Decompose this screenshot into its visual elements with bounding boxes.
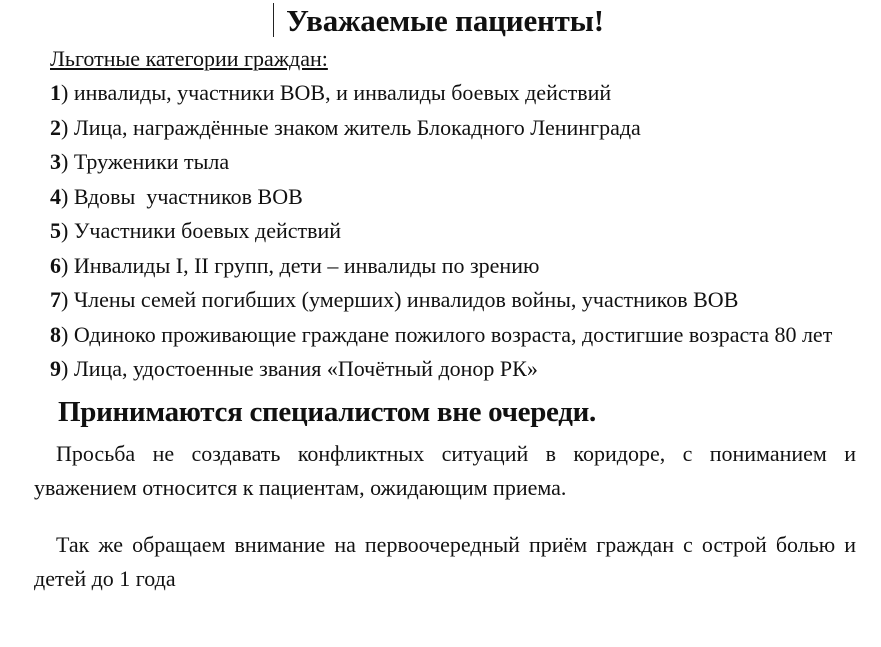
- page-title: Уважаемые пациенты!: [286, 3, 604, 38]
- category-number: 9: [50, 356, 61, 381]
- category-item-4: 4) Вдовы участников ВОВ: [50, 183, 303, 209]
- category-item-8: 8) Одиноко проживающие граждане пожилого возраста, достигшие возраста 80 лет: [50, 321, 833, 347]
- category-item-9: 9) Лица, удостоенные звания «Почётный донор РК»: [50, 356, 538, 381]
- category-text: Вдовы участников ВОВ: [73, 183, 303, 209]
- category-number: 8: [50, 321, 61, 347]
- category-item-7: 7) Члены семей погибших (умерших) инвалидов войны, участников ВОВ: [50, 287, 739, 312]
- category-text: Инвалиды I, II групп, дети – инвалиды по зрению: [73, 252, 540, 278]
- category-item-3: 3) Труженики тыла: [50, 149, 230, 174]
- category-number: 3: [50, 149, 61, 174]
- category-number: 5: [50, 218, 61, 243]
- title-row: [34, 0, 856, 44]
- category-text: Лица, награждённые знаком житель Блокадного Ленинграда: [73, 114, 641, 140]
- category-item-5: 5) Участники боевых действий: [50, 218, 342, 243]
- category-number: 1: [50, 80, 61, 105]
- categories-list: [34, 76, 856, 387]
- category-number: 4: [50, 183, 61, 209]
- category-text: Труженики тыла: [73, 149, 230, 174]
- category-item-2: 2) Лица, награждённые знаком житель Блокадного Ленинграда: [50, 114, 641, 140]
- notice-document: [34, 0, 856, 619]
- category-item-6: 6) Инвалиды I, II групп, дети – инвалиды по зрению: [50, 252, 540, 278]
- category-number: 7: [50, 287, 61, 312]
- priority-statement: Принимаются специалистом вне очереди.: [58, 395, 596, 428]
- category-text: Участники боевых действий: [73, 218, 342, 243]
- text-cursor: [273, 3, 274, 37]
- categories-heading: Льготные категории граждан:: [50, 46, 328, 71]
- category-number: 6: [50, 252, 61, 278]
- category-text: Члены семей погибших (умерших) инвалидов войны, участников ВОВ: [73, 287, 739, 312]
- category-text: инвалиды, участники ВОВ, и инвалиды боевых действий: [73, 80, 612, 105]
- category-item-1: 1) инвалиды, участники ВОВ, и инвалиды боевых действий: [50, 80, 612, 105]
- category-text: Одиноко проживающие граждане пожилого возраста, достигшие возраста 80 лет: [73, 321, 833, 347]
- category-number: 2: [50, 114, 61, 140]
- category-text: Лица, удостоенные звания «Почётный донор РК»: [73, 356, 538, 381]
- priority-paragraph: Так же обращаем внимание на первоочередный приём граждан с острой болью и детей до 1 года: [34, 531, 856, 591]
- request-paragraph: Просьба не создавать конфликтных ситуаций в коридоре, с пониманием и уважением относится к пациентам, ожидающим приема.: [34, 440, 856, 500]
